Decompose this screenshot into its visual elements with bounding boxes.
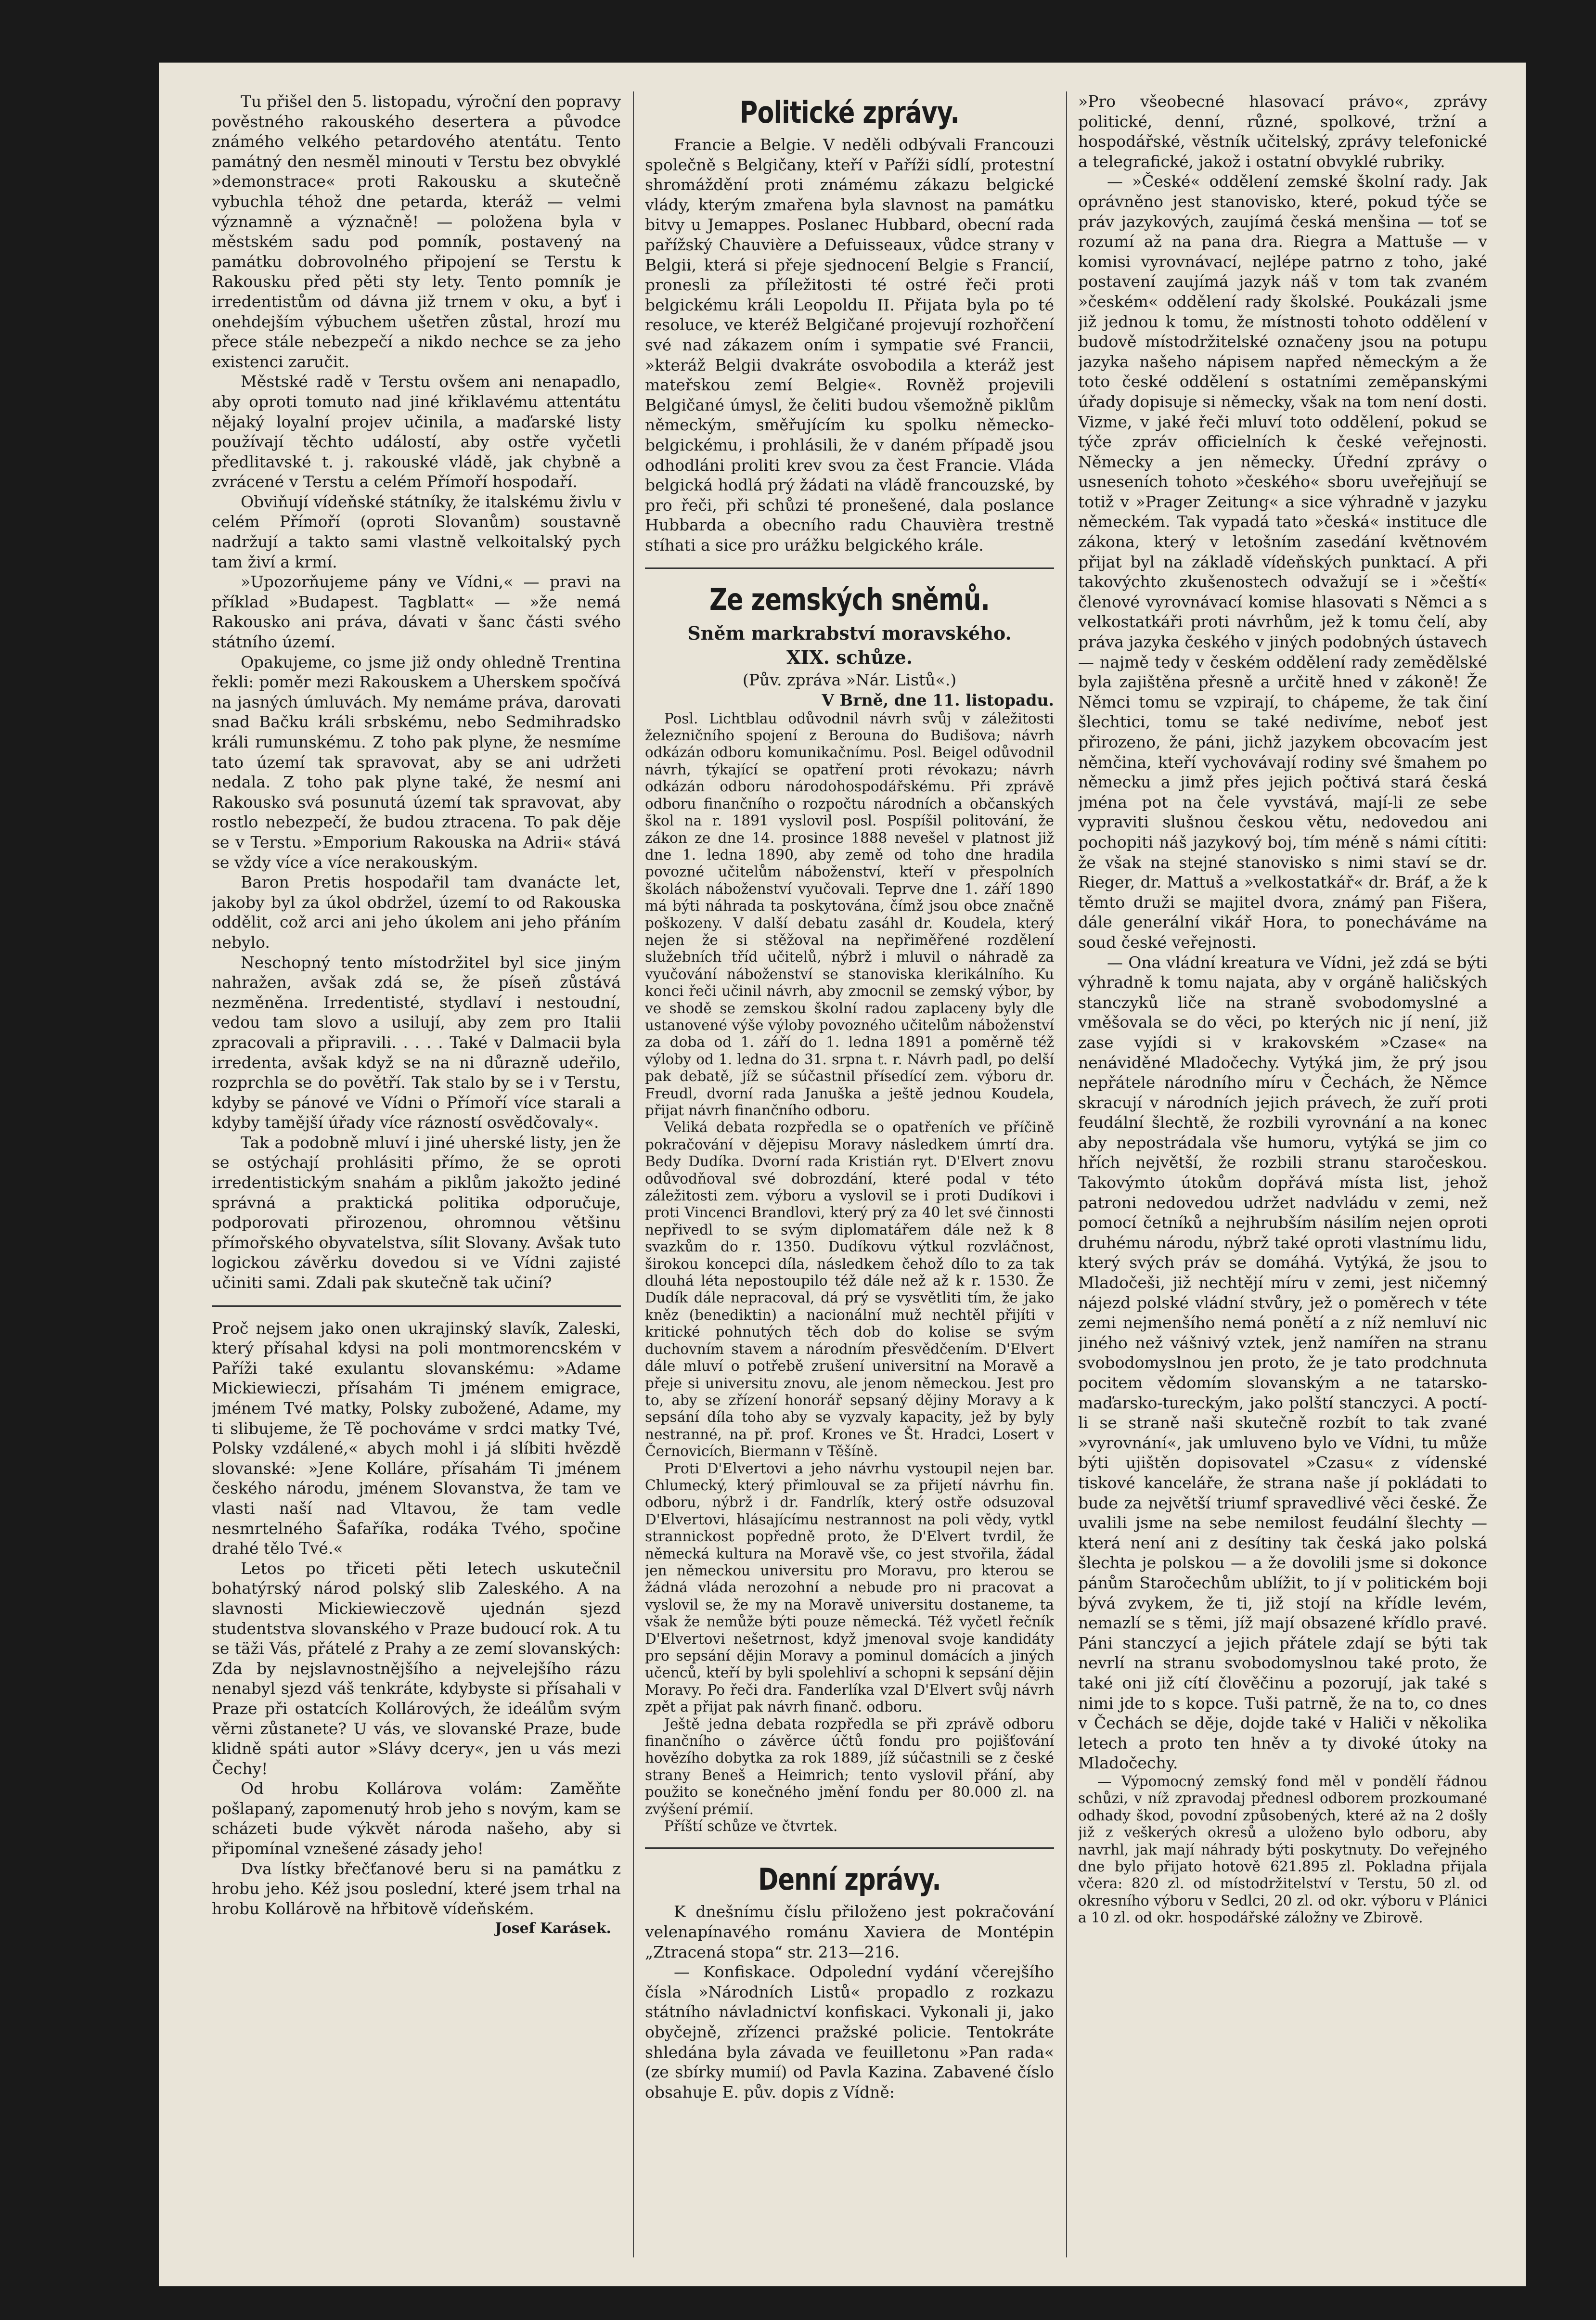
- paragraph: Proč nejsem jako onen ukrajinský slavík, Zaleski, který přísahal kdysi na poli montmorencském v Paříži také exulantu slovanskému: »Adame Mickiewieczi, přísahám Ti jménem emigrace, jménem Tvé matky, Polsky zubožené, Adame, my ti slibujeme, že Tě pochováme v srdci matky Tvé, Polsky vzdálené,« abych mohl i já slíbiti hvězdě slovanské: »Jene Kolláre, přísahám Ti jménem českého národu, jménem Slovanstva, že tam ve vlasti naší nad Vltavou, že tam vedle nesmrtelného Šafaříka, rodáka Tvého, spočine drahé tělo Tvé.«: [212, 1318, 621, 1558]
- author-signature: Josef Karásek.: [495, 1920, 611, 1937]
- paragraph: — Ona vládní kreatura ve Vídni, jež zdá se býti výhradně k tomu najata, aby v orgáně haličských stanczyků liče na straně svobodomyslné a vměšovala se do věci, po kterých nic jí není, již zase vyjídi si v krakovském »Czase« na nenáviděné Mladočechy. Vytýká jim, že prý jsou nepřátele národního míru v Čechách, že Němce skracují v národních jejich právech, že zuří proti feudální šlechtě, že rozbili vyrovnání a na konec aby nepostrádala vše humoru, vytýká se jim co hřích největší, že rozbili stranu staročeskou. Takovýmto útokům dopřává místa list, jehož patroni nedovedou udržet nadvládu v zemi, než pomocí četníků a nejhrubším násilím nejen oproti druhému národu, nýbrž také oproti vlastnímu lidu, který svých práv se domáhá. Vytýká, že jsou to Mladočeši, již nechtějí míru v zemi, jest ničemný nájezd polské vládní stvůry, jež o poměrech v téte zemi nejmenšího nemá ponětí a z níž nemluví nic jiného než vášnivý vztek, jenž namířen na stranu svobodomyslnou jen proto, že je tato prodchnuta pocitem vědomím slovanským a ne tatarsko-maďarsko-tureckým, jako polští stanczyci. A poctí-li se straně naši skutečně rozbít to tak zvané »vyrovnání«, jak umluveno bylo ve Vídni, tu může býti ujištěn dopisovatel »Czasu« z vídenské tiskové kanceláře, že strana naše jí pokládati to bude za největší triumf spravedlivé věci české. Že uvalili jsme na sebe nemilost feudální šlechty — která není ani z desítiny tak česká jako polská šlechta je polskou — a že dovolili jsme si dokonce pánům Staročechům ublížit, to jí v politickém boji bývá zvykem, že ti, již stojí na křídle levém, nemazlí se s těmi, jíž mají obsazené křídlo pravé. Páni stanczycí a jejich přátele zdají se býti tak nevrlí na stranu svobodomyslnou také proto, že také oni již cítí člověčinu a pozorují, jak také s nimi jde to s kopce. Tuši patrně, že na to, co dnes v Čechách se děje, dojde také v Haliči v několika letech a proto ten hněv a ty divoké útoky na Mladočechy.: [1078, 953, 1487, 1773]
- relief-fund-note: [1078, 1773, 1487, 1927]
- paragraph: Opakujeme, co jsme již ondy ohledně Trentina řekli: poměr mezi Rakouskem a Uherskem spočívá na jasných úmluvách. My nemáme práva, darovati snad Bačku králi srbskému, nebo Sedmihradsko králi rumunskému. Z toho pak plyne, že nesmíme tato území tak spravovat, aby se ani udržeti nedala. Z toho pak plyne také, že nesmí ani Rakousko svá posunutá území tak spravovat, aby rostlo nebezpečí, že budou ztracena. To pak děje se v Terstu. »Emporium Rakouska na Adrii« stává se vždy více a více nerakouským.: [212, 652, 621, 872]
- paragraph: Obviňují vídeňské státníky, že italskému živlu v celém Přímoří (oproti Slovanům) soustavně nadržují a takto sami vlastně velkoitalský pych tam živí a krmí.: [212, 492, 621, 571]
- paragraph: Baron Pretis hospodařil tam dvanácte let, jakoby byl za úkol obdržel, území to od Rakouska oddělit, což arci ani jeho úkolem ani jeho přáním nebylo.: [212, 873, 621, 952]
- paragraph: Proti D'Elvertovi a jeho návrhu vystoupil nejen bar. Chlumecký, který přimlouval se za přijetí návrhu fin. odboru, nýbrž i dr. Fandrlík, který ostře odsuzoval D'Elvertovi, hlásajícímu nestrannost na poli vědy, vytkl strannickost popředně proto, že D'Elvert tvrdil, že německá kultura na Moravě vše, co jest stvořila, žádal jen německou universitu pro Moravu, pro kterou se žádná vláda nerozohní a nebude pro ni pracovat a vyslovil se, že my na Moravě universitu dostaneme, ta však že nemůže býti pouze německá. Též vyčetl řečník D'Elvertovi nešetrnost, když jmenoval svoje kandidáty pro sepsání dějin Moravy a pominul domácích a jiných učenců, kteří by byli spolehliví a schopni k sepsání dějin Moravy. Po řeči dra. Fanderlíka vzal D'Elvert svůj návrh zpět a přijat pak návrh finanč. odboru.: [645, 1460, 1054, 1715]
- paragraph: »Upozorňujeme pány ve Vídni,« — pravi na příklad »Budapest. Tagblatt« — »že nemá Rakousko ani práva, dávati v šanc části svého státního území.: [212, 572, 621, 652]
- newspaper-page: [159, 63, 1526, 2286]
- paragraph: Francie a Belgie. V neděli odbývali Francouzi společně s Belgičany, kteří v Paříži sídlí, protestní shromáždění proti známému zákazu belgické vlády, kterým zmařena byla slavnost na památku bitvy u Jemappes. Poslanec Hubbard, obecní rada pařížský Chauvière a Defuisseaux, vůdce strany v Belgii, která si přeje sjednocení Belgie s Francií, pronesli za příležitosti té ostré řeči proti belgickému králi Leopoldu II. Přijata byla po té resoluce, ve kteréž Belgičané projevují rozhořčení své nad zákazem oním i sympatie své Francii, »kteráž Belgii dvakráte osvobodila a kteráž jest mateřskou zemí Belgie«. Rovněž projevili Belgičané úmysl, že čeliti budou všemožně piklům německým, směřujícím ku spolku německo-belgickému, i prohlásili, že v daném případě jsou odhodláni proliti krev svou za čest Francie. Vláda belgická hodlá prý žádati na vládě francouzské, by pro řeči, při schůzi té pronešené, dala poslance Hubbarda a obecního radu Chauvièra trestně stíhati a sice pro urážku belgického krále.: [645, 135, 1054, 554]
- paragraph: Dva lístky břečťanové beru si na památku z hrobu jeho. Kéž jsou poslední, které jsem trhal na hrobu Kollárově na hřbitově vídeňském.: [212, 1859, 621, 1918]
- subheading-moravian-diet: Sněm markrabství moravského.: [687, 622, 1012, 644]
- paragraph: K dnešnímu číslu přiloženo jest pokračování velenapínavého románu Xaviera de Montépin „Ztracená stopa“ str. 213—216.: [645, 1902, 1054, 1961]
- section-divider: [212, 1305, 621, 1307]
- paragraph: »Pro všeobecné hlasovací právo«, zprávy politické, denní, různé, spolkové, tržní a hospodářské, věstník učitelský, zprávy telefonické a telegrafické, jakož i ostatní obvyklé rubriky.: [1078, 92, 1487, 171]
- paragraph: Posl. Lichtblau odůvodnil návrh svůj v záležitosti železničního spojení z Berouna do Budišova; návrh odkázán odboru komunikačnímu. Posl. Beigel odůvodnil návrh, týkající se opatření proti révokazu; návrh odkázán odboru národohospodářskému. Při zprávě odboru finančního o rozpočtu národních a občanských škol na r. 1891 vyslovil posl. Pospíšil politování, že zákon ze dne 14. prosince 1888 nevešel v platnost již dne 1. ledna 1890, aby země od toho dne hradila povozné učitelům náboženství, kteří v přespolních školách náboženství vyučovali. Teprve dne 1. září 1890 má býti náhrada ta poskytována, čímž jsou obce značně poškozeny. V další debatu zasáhl dr. Koudela, který nejen že si stěžoval na nepřiměřené rozdělení služebních tříd učitelů, nýbrž i mluvil o náhradě za vyučování náboženství se stanoviska klerikálního. Ku konci řeči učinil návrh, aby zmocnil se zemský výbor, by ve shodě se zemskou školní radou zaplaceny byly dle ustanovené výše výloby povozného učitelům náboženství za doba od 1. září do 1. ledna 1891 a poměrně též výloby od 1. ledna do 31. srpna t. r. Návrh padl, po delší pak debatě, jíž se súčastnil přísedící zem. výboru dr. Freudl, dvorní rada Januška a ještě jednou Koudela, přijat návrh finančního odboru.: [645, 710, 1054, 1119]
- paragraph: Tu přišel den 5. listopadu, výroční den popravy pověstného rakouského desertera a původce známého velkého petardového atentátu. Tento památný den nesměl minouti v Terstu bez obvyklé »demonstrace« proti Rakousku a skutečně vybuchla téhož dne petarda, kteráž — velmi významně a význačně! — položena byla v městském sadu pod pomník, postavený na památku dobrovolného připojení se Terstu k Rakousku před pěti sty lety. Tento pomník je irredentistům od dávna již trnem v oku, a byť i onehdejším výbuchem ušetřen zůstal, hrozí mu přece stále nebezpečí a nikdo nechce se za jeho existenci zaručit.: [212, 92, 621, 371]
- paragraph: Městské radě v Terstu ovšem ani nenapadlo, aby oproti tomuto nad jiné křiklavému attentátu nějaký loyalní projev učinila, a maďarské listy používají těchto událostí, aby ostře vyčetli předlitavské t. j. rakouské vládě, jak chybně a zvrácené v Terstu a celém Přímoří hospodaří.: [212, 372, 621, 491]
- paragraph: — Výpomocný zemský fond měl v pondělí řádnou schůzi, v níž zpravodaj přednesl odborem prozkoumané odhady škod, povodní způsobených, které až na 2 došly již z veškerých okresů a uloženo bylo odboru, aby navrhl, jak mají náhrady býti poskytnuty. Do veřejného dne bylo přijato hotově 621.895 zl. Pokladna přijala včera: 820 zl. od místodržitelství v Terstu, 50 zl. od okresního výboru v Sedlci, 20 zl. od okr. výboru v Plánici a 10 zl. od okr. hospodářské záložny ve Zbirově.: [1078, 1773, 1487, 1926]
- section-heading-politics: Politické zprávy.: [740, 95, 959, 130]
- section-heading-daily-news: Denní zprávy.: [758, 1862, 941, 1897]
- paragraph: Příští schůze ve čtvrtek.: [664, 1818, 838, 1835]
- section-divider: [645, 1847, 1054, 1849]
- paragraph: Tak a podobně mluví i jiné uherské listy, jen že se ostýchají prohlásiti přímo, že se oproti irredentistickým snahám a piklům jakožto jediné správná a praktická politika odporučuje, podporovati přirozenou, ohromnou většinu přímořského obyvatelstva, sílit Slovany. Avšak tuto logickou závěrku dovedou si ve Vídni zajisté učiniti sami. Zdali pak skutečně tak učiní?: [212, 1133, 621, 1292]
- paragraph: Letos po třiceti pěti letech uskutečnil bohatýrský národ polský slib Zaleského. A na slavnosti Mickiewieczově ujednán sjezd studentstva slovanského v Praze budoucí rok. A tu se täži Vás, přátelé z Prahy a ze zemí slovanských: Zda by nejslavnostnějšího a nejvelejšího rázu nenabyl sjezd váš tenkráte, kdybyste si přísahali v Praze při ostatcích Kollárových, že ideálům svým věrni zůstanete? U vás, ve slovanské Praze, bude klidně spáti autor »Slávy dcery«, jen u vás mezi Čechy!: [212, 1559, 621, 1778]
- session-number: XIX. schůze.: [786, 646, 913, 669]
- column-3: [1078, 91, 1487, 2267]
- paragraph: Od hrobu Kollárova volám: Zaměňte pošlapaný, zapomenutý hrob jeho s novým, kam se scházeti bude výkvět národa našeho, aby si připomínal vznešené zásady jeho!: [212, 1779, 621, 1858]
- column-rule: [633, 91, 634, 2257]
- column-1: [212, 91, 621, 2267]
- paragraph: Veliká debata rozpředla se o opatřeních ve příčině pokračování v dějepisu Moravy následkem úmrtí dra. Bedy Dudíka. Dvorní rada Kristián ryt. D'Elvert znovu odůvodňoval své dobrozdání, které podal v této záležitosti zem. výboru a vyslovil se i proti Dudíkovi i proti Vincenci Brandlovi, který prý za 40 let své činnosti nepřivedl to se svým diplomatářem dále než k 8 svazkům do r. 1350. Dudíkovu výtkul rozvláčnost, širokou koncepci díla, následkem čehož dílo to za tak dlouhá léta nepostoupilo též dále než až k r. 1530. Že Dudík dále nepracoval, dá prý se vysvětliti tím, že jako kněz (benediktin) a nacionální muž nechtěl přijíti v kritické pohnutých těch dob do kolise se svým duchovním stavem a národním přesvědčením. D'Elvert dále mluví o potřebě zrušení universitní na Moravě a přeje si universitu znovu, ale jenom německou. Jest pro to, aby se zřízení honorář sepsaný dějiny Moravy a k sepsání díla toho aby se vyzvaly kapacity, jež by byly nestranné, na př. prof. Krones ve Št. Hradci, Losert v Černovicích, Biermann v Těšíně.: [645, 1119, 1054, 1460]
- source-note: (Pův. zpráva »Nár. Listů«.): [742, 670, 957, 690]
- paragraph: Ještě jedna debata rozpředla se při zprávě odboru finančního o závěrce účtů fondu pro pojišťování hovězího dobytka za rok 1889, jíž súčastnili se z české strany Beneš a Heimrich; tento vyslovil přání, aby použito se konečného jmění fondu per 80.000 zl. na zvýšení prémií.: [645, 1715, 1054, 1817]
- column-2: [645, 91, 1054, 2267]
- section-heading-diets: Ze zemských sněmů.: [709, 582, 990, 618]
- column-rule: [1066, 91, 1067, 2257]
- paragraph: — »České« oddělení zemské školní rady. Jak oprávněno jest stanovisko, které, pokud týče se práv jazykových, zaujímá česká menšina — toť se rozumí až na pana dra. Riegra a Mattuše — v komisi vyrovnávací, nejlépe patrno z toho, jaké postavení zaujímá jazyk náš v tom tak zvaném »českém« oddělení rady školské. Poukázali jsme již jednou k tomu, že místnosti tohoto oddělení v budově místodržitelské označeny jsou na potupu jazyka našeho nápisem napřed německým a že toto české oddělení s ostatními zeměpanskými úřady dopisuje si německy, však na tom není dosti. Vizme, v jaké řeči mluví toto oddělení, pokud se týče zpráv officielních k české veřejnosti. Německy a jen německy. Úřední zprávy o usneseních tohoto »českého« sboru uveřejňují se totiž v »Prager Zeitung« a sice výhradně v jazyku německém. Tak vypadá tato »česká« instituce dle zákona, který v letošním zasedání květnovém přijat byl na základě vídeňských punktací. A při takovýchto zkušenostech odvažují se i »čeští« členové vyrovnávací komise hlasovati s Němci a s velkostatkáři proti návrhům, jež k tomu čelí, aby práva jazyka českého v jiných podobných ústavech — najmě tedy v českém oddělení rady zemědělské byla zajištěna přesně a určitě hned v zákoně! Že Němci tomu se vzpirají, to chápeme, že tak činí šlechtici, tomu se také nedivíme, neboť jest přirozeno, že páni, jichž jazykem obcovacím jest němčina, kteří vychovávají rodiny své šmahem po německu a jimž přes jejich počtivá stará česká jména pot na čele vyvstává, mají-li ze sebe vypraviti slušnou českou větu, nedovedou ani pochopiti náš jazykový boj, tím méně s námi cítiti: že však na stejné stanovisko s nimi staví se dr. Rieger, dr. Mattuš a »velkostatkář« dr. Bráf, a že k těmto druži se majitel dvora, známý pan Fišera, dále generální vikář Hora, to ponecháváme na soud české veřejnosti.: [1078, 172, 1487, 952]
- dateline: V Brně, dne 11. listopadu.: [822, 691, 1054, 710]
- diet-report: [645, 710, 1054, 1835]
- paragraph: Neschopný tento místodržitel byl sice jiným nahražen, avšak zdá se, že píseň zůstává nezměněna. Irredentisté, stydlaví i nestoudní, vedou tam slovo a usilují, aby zem pro Italii zpracovali a připravili. . . . . Také v Dalmacii byla irredenta, avšak když se na ni důrazně udeřilo, rozprchla se do povětří. Tak stalo by se i v Terstu, kdyby se pánové ve Vídni o Přímoří více starali a kdyby tamější úřady více rázností osvědčovaly«.: [212, 953, 621, 1132]
- section-divider: [645, 567, 1054, 569]
- paragraph: — Konfiskace. Odpolední vydání včerejšího čísla »Národních Listů« propadlo z rozkazu státního návladnictví konfiskaci. Vykonali ji, jako obyčejně, zřízenci pražské policie. Tentokráte shledána byla závada ve feuilletonu »Pan rada« (ze sbírky mumií) od Pavla Kazina. Zabavené číslo obsahuje E. pův. dopis z Vídně:: [645, 1962, 1054, 2101]
